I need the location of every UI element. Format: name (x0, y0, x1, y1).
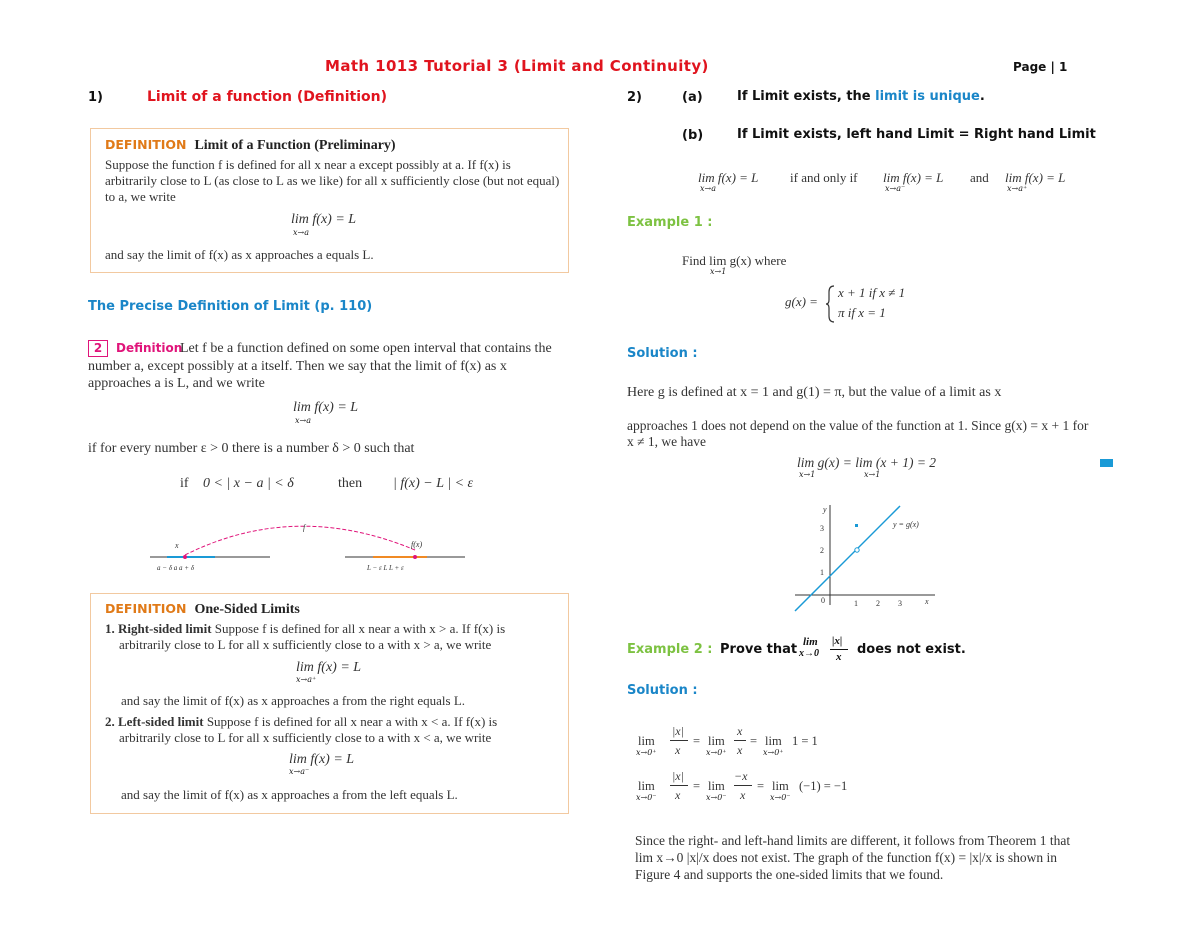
definition-3-keyword: DEFINITION (105, 601, 187, 616)
example-1-find-sub: x→1 (710, 267, 727, 276)
solution-2-line2: lim x→0 |x|/x does not exist. The graph of the function f(x) = |x|/x is shown in (635, 850, 1058, 865)
def2-cond-if: if (180, 476, 189, 491)
example-2-fraction-bar (830, 649, 848, 650)
l-sub: x→a⁻ (289, 767, 310, 776)
part-a-label: (a) (682, 90, 703, 105)
row1-frac-bar2 (734, 740, 746, 741)
r-num: 1. (105, 621, 115, 636)
row1-lim: lim (638, 734, 655, 748)
row1-eq1: = (693, 734, 701, 748)
row1-tail: 1 = 1 (792, 734, 818, 748)
row1-num: |x| (672, 724, 684, 738)
part-b-text: If Limit exists, left hand Limit = Right hand Limit (737, 127, 1096, 142)
solution-1-formula: lim g(x) = lim (x + 1) = 2 (797, 455, 937, 470)
iff-text: if and only if (790, 170, 858, 185)
graph-x-tick-1: 1 (854, 599, 858, 608)
r-line3: and say the limit of f(x) as x approaches a from the right equals L. (121, 693, 466, 708)
example-1-g: g(x) = (785, 294, 818, 309)
row1-lim3: lim (765, 734, 782, 748)
r-title: Right-sided limit (118, 621, 212, 636)
iff-left-sub: x→a (700, 184, 716, 193)
row1-num2: x (737, 724, 743, 738)
page-number: Page | 1 (1013, 60, 1068, 74)
row2-tail: (−1) = −1 (799, 779, 848, 793)
def1-formula: lim f(x) = L (291, 212, 357, 227)
solution-1-formula-sub2: x→1 (864, 470, 881, 479)
piecewise-brace (826, 284, 836, 324)
def2-cond-right: | f(x) − L | < ε (393, 476, 474, 491)
marker-square (1100, 459, 1113, 467)
graph-y-tick-2: 2 (820, 546, 824, 555)
row1-sub2: x→0⁺ (706, 748, 727, 757)
piecewise-case-2: π if x = 1 (838, 305, 886, 320)
row2-eq2: = (757, 779, 765, 793)
l-line3: and say the limit of f(x) as x approaches a from the left equals L. (121, 787, 458, 802)
graph-y-tick-3: 3 (820, 524, 824, 533)
iff-mid-sub: x→a⁻ (885, 184, 906, 193)
graph-curve-label: y = g(x) (893, 520, 919, 529)
row2-frac-bar (670, 785, 688, 786)
definition-3-title: One-Sided Limits (194, 602, 300, 617)
x-point (183, 555, 187, 559)
iff-right-sub: x→a⁺ (1007, 184, 1028, 193)
question-2-number: 2) (627, 90, 642, 105)
question-1-number: 1) (88, 90, 103, 105)
r-formula: lim f(x) = L (296, 660, 362, 675)
row2-lim2: lim (708, 779, 725, 793)
row1-den: x (675, 743, 681, 757)
right-sided-block (105, 621, 565, 653)
def1-line4: and say the limit of f(x) as x approaches a equals L. (105, 247, 374, 262)
row2-sub2: x→0⁻ (706, 793, 727, 802)
part-b-label: (b) (682, 128, 704, 143)
definition-heading (105, 137, 396, 154)
piecewise-case-1: x + 1 if x ≠ 1 (838, 285, 906, 300)
diagram-fx-label: f(x) (411, 540, 423, 549)
iff-right: lim f(x) = L (1005, 170, 1066, 185)
graph-y-label: y (823, 505, 827, 514)
graph-x-tick-3: 3 (898, 599, 902, 608)
row1-sub3: x→0⁺ (763, 748, 784, 757)
def2-formula-sub: x→a (295, 416, 311, 425)
def1-line3: to a, we write (105, 189, 176, 204)
part-a-pre: If Limit exists, the (737, 89, 876, 104)
graph-x-tick-2: 2 (876, 599, 880, 608)
definition-2-keyword: Definition (116, 341, 183, 355)
iff-left: lim f(x) = L (698, 170, 759, 185)
graph-y-tick-1: 1 (820, 568, 824, 577)
row2-lim3: lim (772, 779, 789, 793)
example-2-prove: Prove that (720, 642, 798, 657)
l-formula: lim f(x) = L (289, 752, 355, 767)
row2-sub3: x→0⁻ (770, 793, 791, 802)
def2-line1: Let f be a function defined on some open interval that contains the (180, 341, 552, 356)
row1-eq2: = (750, 734, 758, 748)
row2-num2: −x (734, 769, 748, 783)
r-sub: x→a⁺ (296, 675, 317, 684)
l-line1: Suppose f is defined for all x near a with x < a. If f(x) is (206, 714, 498, 729)
row2-den2: x (740, 788, 746, 802)
question-1-title: Limit of a function (Definition) (147, 89, 387, 105)
part-a-post: . (979, 89, 985, 104)
l-title: Left-sided limit (118, 714, 204, 729)
solution-2-line3: Figure 4 and supports the one-sided limits that we found. (635, 867, 944, 882)
example-2-post: does not exist. (857, 642, 966, 657)
epsilon-delta-diagram (145, 510, 475, 575)
definition-body (105, 157, 565, 205)
def2-line2: number a, except possibly at a itself. Then we say that the limit of f(x) as x (88, 359, 507, 374)
row2-num: |x| (672, 769, 684, 783)
row2-lim: lim (638, 779, 655, 793)
row1-den2: x (737, 743, 743, 757)
example-1-find: Find lim g(x) where (682, 253, 787, 268)
graph-hole (855, 548, 859, 552)
l-line2: arbitrarily close to L for all x sufficiently close to a with x < a, we write (119, 730, 492, 745)
row2-den: x (675, 788, 681, 802)
definition-box-one-sided (90, 593, 569, 814)
example-2-sub: x→0 (799, 648, 819, 659)
row1-sub: x→0⁺ (636, 748, 657, 757)
row2-sub: x→0⁻ (636, 793, 657, 802)
solution-1-label: Solution : (627, 346, 698, 361)
graph-pi-point (855, 524, 858, 527)
def2-line4: if for every number ε > 0 there is a number δ > 0 such that (88, 441, 415, 456)
r-line1: Suppose f is defined for all x near a with x > a. If f(x) is (214, 621, 506, 636)
mapping-arc (185, 526, 415, 555)
definition-keyword: DEFINITION (105, 137, 187, 152)
row1-frac-bar (670, 740, 688, 741)
example-2-lim: lim (803, 636, 818, 648)
part-a-text (737, 89, 985, 104)
definition-box-limit (90, 128, 569, 273)
graph-g (790, 500, 940, 615)
graph-x-label: x (925, 597, 929, 606)
definition-number-badge: 2 (88, 340, 108, 357)
r-line2: arbitrarily close to L for all x sufficiently close to a with x > a, we write (119, 637, 492, 652)
def1-formula-sub: x→a (293, 228, 309, 237)
row1-lim2: lim (708, 734, 725, 748)
solution-2-line1: Since the right- and left-hand limits are different, it follows from Theorem 1 that (635, 833, 1071, 848)
diagram-left-ticks: a − δ a a + δ (157, 564, 194, 572)
left-sided-block (105, 714, 565, 746)
iff-and: and (970, 170, 989, 185)
graph-origin: 0 (821, 596, 825, 605)
part-a-highlight: limit is unique (875, 89, 980, 104)
precise-definition-title: The Precise Definition of Limit (p. 110) (88, 299, 373, 314)
solution-1-line3: x ≠ 1, we have (627, 434, 707, 449)
diagram-f-label: f (303, 523, 306, 532)
solution-2-label: Solution : (627, 683, 698, 698)
fx-point (413, 555, 417, 559)
example-2-den: x (836, 651, 842, 663)
definition-title: Limit of a Function (Preliminary) (194, 138, 396, 153)
def1-line1: Suppose the function f is defined for all x near a except possibly at a. If f(x) is (105, 157, 511, 172)
solution-1-line1: Here g is defined at x = 1 and g(1) = π, but the value of a limit as x (627, 385, 1002, 400)
def2-line3: approaches a is L, and we write (88, 376, 265, 391)
iff-mid: lim f(x) = L (883, 170, 944, 185)
def2-cond-then: then (338, 476, 363, 491)
row2-eq1: = (693, 779, 701, 793)
example-2-num: |x| (832, 635, 843, 647)
def2-formula: lim f(x) = L (293, 400, 359, 415)
example-2-label: Example 2 : (627, 642, 713, 657)
row2-frac-bar2 (734, 785, 752, 786)
definition-3-heading (105, 601, 300, 618)
diagram-right-ticks: L − ε L L + ε (367, 564, 404, 572)
diagram-x-label: x (175, 541, 179, 550)
def2-cond-left: 0 < | x − a | < δ (203, 476, 294, 491)
def1-line2: arbitrarily close to L (as close to L as we like) for all x sufficiently close (but not equal) (105, 173, 560, 188)
example-1-label: Example 1 : (627, 215, 713, 230)
solution-1-line2: approaches 1 does not depend on the value of the function at 1. Since g(x) = x + 1 for (627, 418, 1089, 433)
solution-1-formula-sub1: x→1 (799, 470, 816, 479)
page-title: Math 1013 Tutorial 3 (Limit and Continuity) (325, 57, 709, 75)
l-num: 2. (105, 714, 115, 729)
